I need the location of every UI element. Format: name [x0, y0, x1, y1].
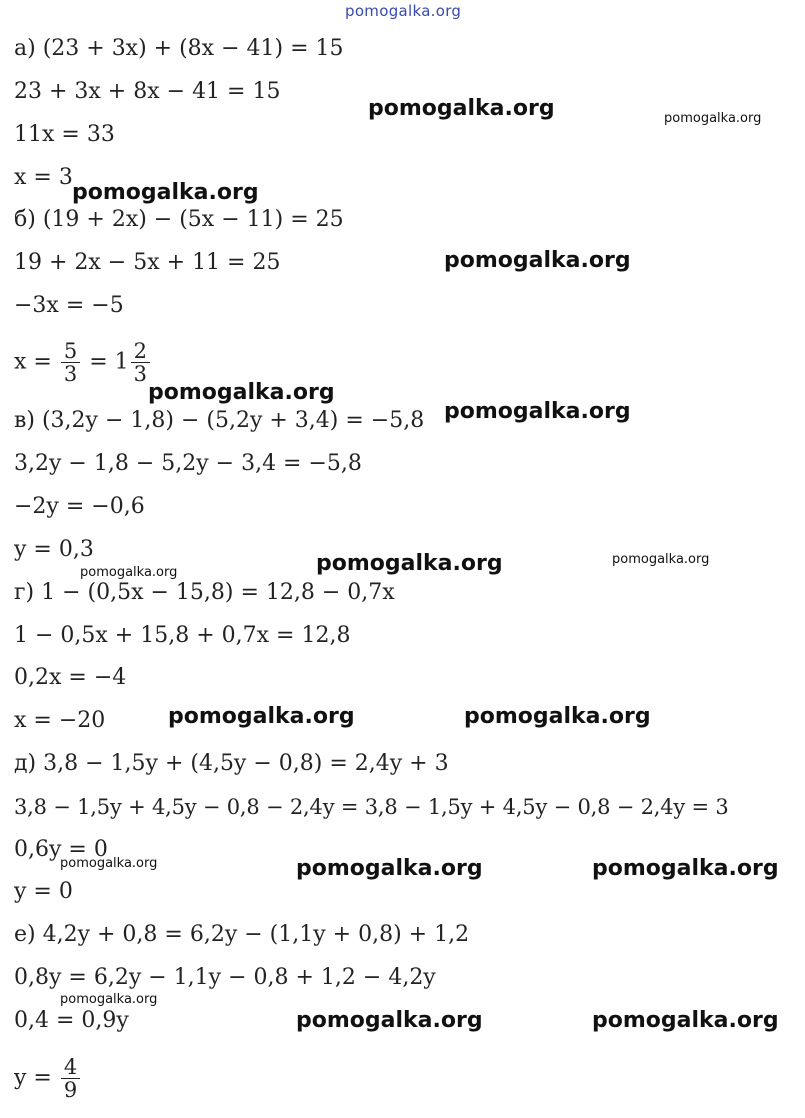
watermark: pomogalka.org: [296, 856, 483, 881]
eq-e-line-4-lhs: y =: [14, 1065, 59, 1091]
eq-v-line-1: в) (3,2y − 1,8) − (5,2y + 3,4) = −5,8: [14, 408, 425, 433]
watermark: pomogalka.org: [316, 551, 503, 576]
fraction-numerator: 5: [61, 340, 80, 363]
eq-d-line-4: y = 0: [14, 879, 73, 904]
eq-v-line-4: y = 0,3: [14, 537, 94, 562]
watermark: pomogalka.org: [148, 380, 335, 405]
watermark: pomogalka.org: [664, 111, 762, 126]
fraction-denominator: 9: [63, 1078, 78, 1102]
eq-v-line-3: −2y = −0,6: [14, 494, 145, 519]
eq-a-line-2: 23 + 3x + 8x − 41 = 15: [14, 79, 281, 104]
fraction-4-9: [61, 1056, 80, 1101]
watermark: pomogalka.org: [72, 180, 259, 205]
fraction-5-3: [61, 340, 80, 385]
fraction-denominator: 3: [133, 362, 147, 386]
eq-e-line-4: [14, 1056, 82, 1101]
watermark-top[interactable]: pomogalka.org: [345, 2, 462, 20]
eq-a-line-4: x = 3: [14, 165, 73, 190]
eq-v-line-2: 3,2y − 1,8 − 5,2y − 3,4 = −5,8: [14, 451, 362, 476]
eq-b-line-4-mid: = 1: [82, 349, 129, 375]
fraction-numerator: 4: [61, 1056, 80, 1079]
eq-b-line-4-lhs: x =: [14, 349, 59, 375]
eq-d-line-2: 3,8 − 1,5y + 4,5y − 0,8 − 2,4y = 3,8 − 1,5y + 4,5y − 0,8 − 2,4y = 3: [14, 795, 729, 819]
eq-g-line-2: 1 − 0,5x + 15,8 + 0,7x = 12,8: [14, 623, 351, 648]
eq-b-line-2: 19 + 2x − 5x + 11 = 25: [14, 250, 281, 275]
watermark: pomogalka.org: [592, 856, 779, 881]
eq-a-line-3: 11x = 33: [14, 122, 115, 147]
watermark: pomogalka.org: [60, 992, 158, 1007]
eq-b-line-1: б) (19 + 2x) − (5x − 11) = 25: [14, 207, 344, 232]
watermark: pomogalka.org: [444, 248, 631, 273]
watermark: pomogalka.org: [168, 704, 355, 729]
watermark: pomogalka.org: [464, 704, 651, 729]
eq-g-line-1: г) 1 − (0,5x − 15,8) = 12,8 − 0,7x: [14, 580, 395, 605]
watermark: pomogalka.org: [296, 1008, 483, 1033]
watermark: pomogalka.org: [592, 1008, 779, 1033]
eq-e-line-3: 0,4 = 0,9y: [14, 1008, 129, 1033]
eq-a-line-1: а) (23 + 3x) + (8x − 41) = 15: [14, 36, 344, 61]
eq-g-line-4: x = −20: [14, 708, 106, 733]
eq-e-line-1: е) 4,2y + 0,8 = 6,2y − (1,1y + 0,8) + 1,2: [14, 922, 470, 947]
watermark: pomogalka.org: [60, 856, 158, 871]
fraction-denominator: 3: [63, 362, 78, 386]
eq-e-line-2: 0,8y = 6,2y − 1,1y − 0,8 + 1,2 − 4,2y: [14, 965, 436, 990]
fraction-2-3: [131, 340, 150, 385]
eq-b-line-4: [14, 340, 152, 385]
eq-d-line-3: 0,6y = 0: [14, 837, 108, 862]
eq-d-line-1: д) 3,8 − 1,5y + (4,5y − 0,8) = 2,4y + 3: [14, 751, 449, 776]
watermark: pomogalka.org: [444, 399, 631, 424]
watermark: pomogalka.org: [80, 565, 178, 580]
watermark: pomogalka.org: [368, 96, 555, 121]
fraction-numerator: 2: [131, 340, 150, 363]
eq-g-line-3: 0,2x = −4: [14, 665, 127, 690]
watermark: pomogalka.org: [612, 552, 710, 567]
eq-b-line-3: −3x = −5: [14, 293, 124, 318]
